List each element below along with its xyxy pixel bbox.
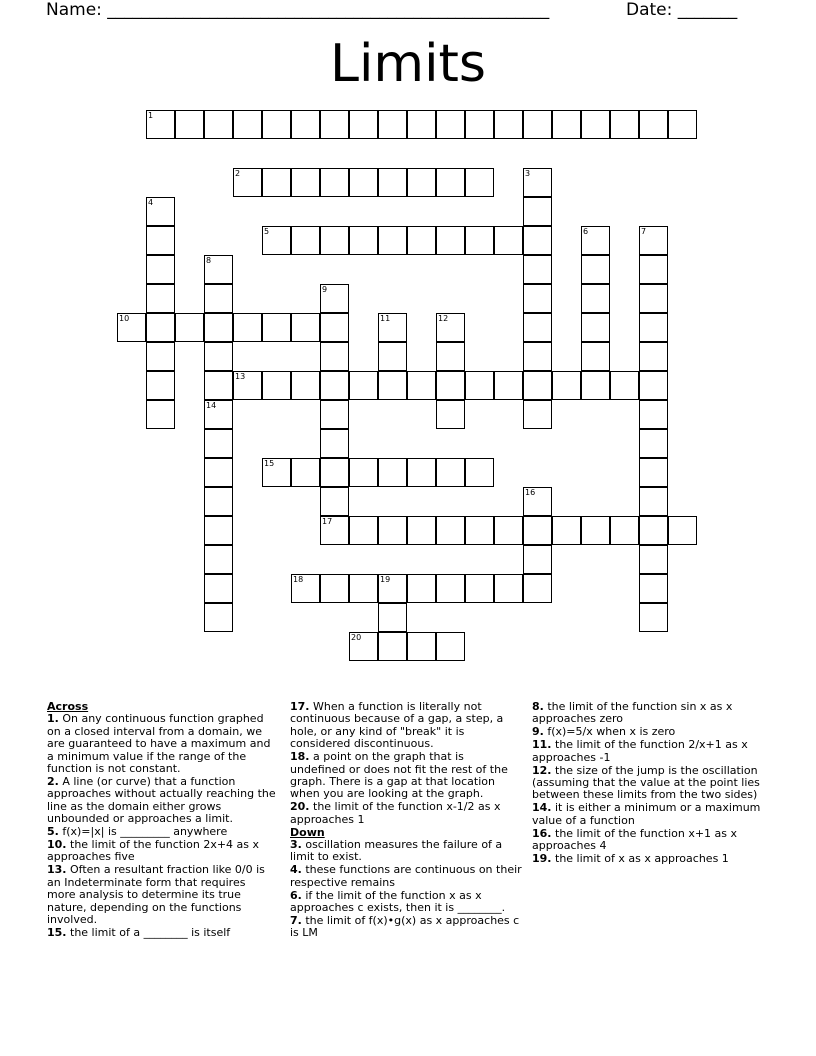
cell-number: 1 [148,111,154,120]
name-line: Name: ____________________________________________________ [46,0,550,20]
cell-number: 9 [322,285,328,294]
grid-cell[interactable] [581,226,610,255]
clue-down-12: 12. the size of the jump is the oscillation (assuming that the value at the point lies between these limits from the two sides) [532,763,760,802]
grid-cell[interactable] [349,632,378,661]
grid-cell[interactable] [465,226,494,255]
grid-cell[interactable] [349,226,378,255]
grid-cell[interactable] [320,342,349,371]
grid-cell[interactable] [291,458,320,487]
grid-cell[interactable] [320,110,349,139]
grid-cell[interactable] [378,110,407,139]
grid-cell[interactable] [320,487,349,516]
grid-cell[interactable] [291,226,320,255]
grid-cell[interactable] [320,458,349,487]
down-heading: Down [290,825,325,839]
grid-cell[interactable] [262,313,291,342]
grid-cell[interactable] [407,226,436,255]
grid-cell[interactable] [204,284,233,313]
grid-cell[interactable] [146,400,175,429]
grid-cell[interactable] [320,429,349,458]
grid-cell[interactable] [349,371,378,400]
grid-cell[interactable] [349,458,378,487]
cell-number: 20 [351,633,362,642]
grid-cell[interactable] [436,168,465,197]
grid-cell[interactable] [378,342,407,371]
grid-cell[interactable] [668,110,697,139]
cell-number: 6 [583,227,589,236]
clue-down-8: 8. the limit of the function sin x as x approaches zero [532,700,733,726]
grid-cell[interactable] [581,284,610,313]
grid-cell[interactable] [378,168,407,197]
grid-cell[interactable] [378,226,407,255]
grid-cell[interactable] [407,458,436,487]
grid-cell[interactable] [610,516,639,545]
grid-cell[interactable] [291,110,320,139]
grid-cell[interactable] [146,110,175,139]
grid-cell[interactable] [639,458,668,487]
grid-cell[interactable] [639,545,668,574]
grid-cell[interactable] [204,313,233,342]
grid-cell[interactable] [494,110,523,139]
cell-number: 10 [119,314,130,323]
grid-cell[interactable] [523,110,552,139]
grid-cell[interactable] [523,342,552,371]
grid-cell[interactable] [494,574,523,603]
grid-cell[interactable] [465,574,494,603]
grid-cell[interactable] [436,516,465,545]
grid-cell[interactable] [523,487,552,516]
clue-across-2: 2. A line (or curve) that a function approaches without actually reaching the line as the domain either grows unbounded or approaches a limit. [47,774,276,826]
grid-cell[interactable] [146,371,175,400]
grid-cell[interactable] [233,371,262,400]
clue-down-9: 9. f(x)=5/x when x is zero [532,725,676,739]
grid-cell[interactable] [378,632,407,661]
grid-cell[interactable] [204,429,233,458]
grid-cell[interactable] [378,458,407,487]
grid-cell[interactable] [204,603,233,632]
grid-cell[interactable] [494,226,523,255]
grid-cell[interactable] [349,168,378,197]
grid-cell[interactable] [233,110,262,139]
cell-number: 12 [438,314,449,323]
grid-cell[interactable] [407,168,436,197]
grid-cell[interactable] [349,516,378,545]
grid-cell[interactable] [581,371,610,400]
grid-cell[interactable] [204,371,233,400]
grid-cell[interactable] [581,110,610,139]
clue-across-18: 18. a point on the graph that is undefined or does not fit the rest of the graph. There is a gap at that location when you are looking at the graph. [290,750,508,801]
grid-cell[interactable] [349,574,378,603]
grid-cell[interactable] [465,458,494,487]
cell-number: 2 [235,169,241,178]
grid-cell[interactable] [639,284,668,313]
grid-cell[interactable] [204,516,233,545]
cell-number: 5 [264,227,270,236]
grid-cell[interactable] [204,458,233,487]
grid-cell[interactable] [581,255,610,284]
clue-down-7: 7. the limit of f(x)•g(x) as x approaches c is LM [290,913,520,940]
grid-cell[interactable] [581,342,610,371]
grid-cell[interactable] [320,574,349,603]
date-line: Date: _______ [626,0,738,20]
clue-across-17: 17. When a function is literally not continuous because of a gap, a step, a hole, or any kind of "break" it is considered discontinuous. [290,700,504,751]
cell-number: 17 [322,517,333,526]
grid-cell[interactable] [465,516,494,545]
grid-cell[interactable] [146,284,175,313]
grid-cell[interactable] [320,371,349,400]
cell-number: 8 [206,256,212,265]
clues-column-1 [47,701,277,940]
grid-cell[interactable] [262,458,291,487]
grid-cell[interactable] [117,313,146,342]
grid-cell[interactable] [523,168,552,197]
clue-across-10: 10. the limit of the function 2x+4 as x approaches five [47,837,260,864]
cell-number: 3 [525,169,531,178]
grid-cell[interactable] [436,226,465,255]
grid-cell[interactable] [320,168,349,197]
grid-cell[interactable] [407,110,436,139]
clue-down-19: 19. the limit of x as x approaches 1 [532,851,729,865]
header [46,0,786,20]
clue-down-6: 6. if the limit of the function x as x approaches c exists, then it is ________. [290,888,506,914]
grid-cell[interactable] [581,313,610,342]
grid-cell[interactable] [378,516,407,545]
grid-cell[interactable] [204,110,233,139]
grid-cell[interactable] [262,226,291,255]
grid-cell[interactable] [204,255,233,284]
grid-cell[interactable] [639,110,668,139]
cell-number: 18 [293,575,304,584]
grid-cell[interactable] [204,487,233,516]
grid-cell[interactable] [639,342,668,371]
grid-cell[interactable] [552,516,581,545]
grid-cell[interactable] [639,516,668,545]
grid-cell[interactable] [175,110,204,139]
grid-cell[interactable] [146,226,175,255]
grid-cell[interactable] [523,574,552,603]
grid-cell[interactable] [320,313,349,342]
grid-cell[interactable] [639,313,668,342]
grid-cell[interactable] [436,313,465,342]
clue-across-1: 1. On any continuous function graphed on a closed interval from a domain, we are guaranteed to have a maximum and a minimum value if the range of the function is not constant. [47,712,271,776]
grid-cell[interactable] [407,371,436,400]
clue-down-4: 4. these functions are continuous on their respective remains [290,863,522,889]
cell-number: 16 [525,488,536,497]
grid-cell[interactable] [291,168,320,197]
grid-cell[interactable] [146,342,175,371]
clue-across-13: 13. Often a resultant fraction like 0/0 is an Indeterminate form that requires more analysis to determine its true nature, depending on the functions involved. [47,863,265,926]
grid-cell[interactable] [291,371,320,400]
clue-down-11: 11. the limit of the function 2/x+1 as x approaches -1 [532,738,748,764]
grid-cell[interactable] [465,168,494,197]
grid-cell[interactable] [610,371,639,400]
grid-cell[interactable] [436,342,465,371]
grid-cell[interactable] [378,603,407,632]
grid-cell[interactable] [407,516,436,545]
grid-cell[interactable] [639,255,668,284]
grid-cell[interactable] [436,110,465,139]
grid-cell[interactable] [639,371,668,400]
cell-number: 4 [148,198,154,207]
clue-down-3: 3. oscillation measures the failure of a limit to exist. [290,837,503,864]
grid-cell[interactable] [320,400,349,429]
grid-cell[interactable] [436,574,465,603]
grid-cell[interactable] [262,168,291,197]
grid-cell[interactable] [146,255,175,284]
grid-cell[interactable] [523,516,552,545]
grid-cell[interactable] [320,516,349,545]
grid-cell[interactable] [204,545,233,574]
grid-cell[interactable] [465,371,494,400]
cell-number: 14 [206,401,217,410]
grid-cell[interactable] [668,516,697,545]
cell-number: 7 [641,227,647,236]
grid-cell[interactable] [407,574,436,603]
cell-number: 11 [380,314,391,323]
grid-cell[interactable] [262,371,291,400]
grid-cell[interactable] [523,400,552,429]
grid-cell[interactable] [436,371,465,400]
grid-cell[interactable] [639,603,668,632]
grid-cell[interactable] [552,110,581,139]
grid-cell[interactable] [523,226,552,255]
clue-across-20: 20. the limit of the function x-1/2 as x approaches 1 [290,800,501,826]
cell-number: 13 [235,372,246,381]
grid-cell[interactable] [523,313,552,342]
grid-cell[interactable] [523,284,552,313]
clues-column-3 [532,701,768,866]
grid-cell[interactable] [262,110,291,139]
clue-across-5: 5. f(x)=|x| is _________ anywhere [47,825,228,839]
grid-cell[interactable] [523,371,552,400]
grid-cell[interactable] [639,226,668,255]
cell-number: 19 [380,575,391,584]
page-title: Limits [330,34,486,94]
grid-cell[interactable] [378,313,407,342]
grid-cell[interactable] [494,516,523,545]
clue-down-14: 14. it is either a minimum or a maximum value of a function [532,801,761,827]
grid-cell[interactable] [378,574,407,603]
grid-cell[interactable] [523,545,552,574]
grid-cell[interactable] [407,632,436,661]
grid-cell[interactable] [639,429,668,458]
grid-cell[interactable] [320,226,349,255]
grid-cell[interactable] [523,197,552,226]
grid-cell[interactable] [581,516,610,545]
grid-cell[interactable] [436,400,465,429]
grid-cell[interactable] [146,313,175,342]
grid-cell[interactable] [639,574,668,603]
grid-cell[interactable] [320,284,349,313]
grid-cell[interactable] [436,458,465,487]
grid-cell[interactable] [204,400,233,429]
grid-cell[interactable] [204,342,233,371]
grid-cell[interactable] [233,313,262,342]
across-heading: Across [47,700,89,713]
clue-down-16: 16. the limit of the function x+1 as x approaches 4 [532,826,738,852]
grid-cell[interactable] [378,371,407,400]
grid-cell[interactable] [146,197,175,226]
grid-cell[interactable] [465,110,494,139]
grid-cell[interactable] [523,255,552,284]
grid-cell[interactable] [233,168,262,197]
grid-cell[interactable] [436,632,465,661]
grid-cell[interactable] [204,574,233,603]
clues-column-2 [290,701,522,940]
cell-number: 15 [264,459,275,468]
grid-cell[interactable] [639,400,668,429]
clue-across-15: 15. the limit of a ________ is itself [47,925,231,939]
grid-cell[interactable] [291,574,320,603]
grid-cell[interactable] [494,371,523,400]
grid-cell[interactable] [610,110,639,139]
grid-cell[interactable] [639,487,668,516]
grid-cell[interactable] [175,313,204,342]
grid-cell[interactable] [349,110,378,139]
grid-cell[interactable] [552,371,581,400]
grid-cell[interactable] [291,313,320,342]
